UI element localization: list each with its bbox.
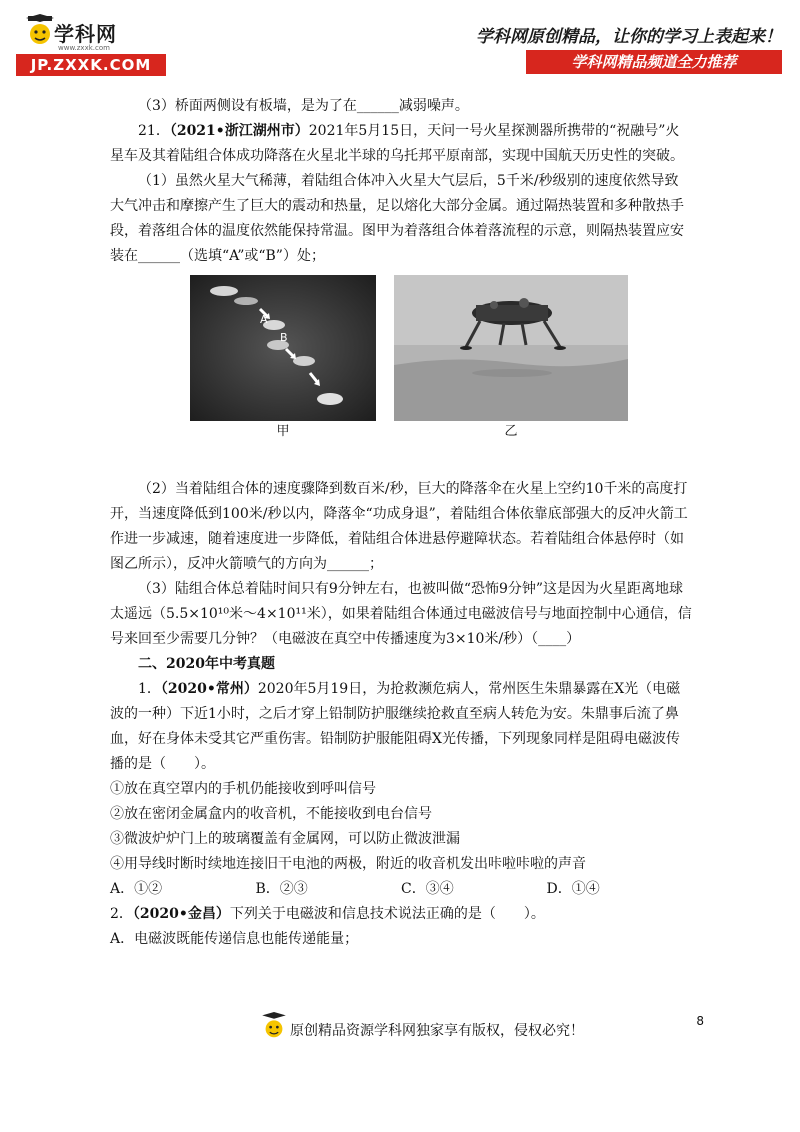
question-source: （2021•浙江湖州市） (169, 123, 309, 139)
question-source: （2020•金昌） (132, 906, 230, 922)
question-2-option-a: A．电磁波既能传递信息也能传递能量； (110, 931, 359, 947)
question-21-intro (110, 119, 692, 169)
question-21-part-3: （3）陆组合体总着陆时间只有9分钟左右，也被叫做“恐怖9分钟”这是因为火星距离地球太遥远（5.5×10¹⁰米～4×10¹¹米），如果着陆组合体通过电磁波信号与地面控制中心通信，信号来回至少需要几分钟？（电磁波在真空中传播速度为3×10米/秒）（____） (110, 581, 692, 647)
question-number: 1． (138, 681, 161, 697)
figures (110, 275, 692, 471)
option-c: C．③④ (401, 881, 454, 897)
page-number: 8 (696, 1014, 704, 1028)
mascot-icon (262, 1012, 286, 1044)
copyright-notice: 原创精品资源学科网独家享有版权，侵权必究！ (290, 1023, 584, 1039)
figure-b (394, 275, 628, 441)
list-item: ④用导线时断时续地连接旧干电池的两极，附近的收音机发出咔啦咔啦的声音 (110, 856, 586, 872)
page-header (0, 0, 800, 80)
question-number: 21． (138, 123, 170, 139)
list-item: ③微波炉炉门上的玻璃覆盖有金属网，可以防止微波泄漏 (110, 831, 460, 847)
figure-b-caption: 乙 (504, 424, 518, 439)
figure-a-caption: 甲 (276, 424, 290, 439)
option-a: A．①② (110, 881, 163, 897)
section-heading: 二、2020年中考真题 (138, 656, 275, 672)
list-item: ②放在密闭金属盒内的收音机，不能接收到电台信号 (110, 806, 432, 822)
question-stem: 2020年5月19日，为抢救濒危病人，常州医生朱鼎暴露在X光（电磁波的一种）下近1小时，之后才穿上铅制防护服继续抢救直至病人转危为安。朱鼎事后流了鼻血，好在身体未受其它严重伤害。铅制防护服能阻碍X光传播，下列现象同样是阻碍电磁波传播的是（ ）。 (110, 681, 681, 772)
logo-subtext: www.zxxk.com (58, 44, 110, 52)
lander-hover-image (394, 275, 628, 421)
label-b: B (280, 331, 288, 344)
question-stem: 下列关于电磁波和信息技术说法正确的是（ ）。 (229, 906, 545, 922)
question-stem: 2021年5月15日，天问一号火星探测器所携带的“祝融号”火星车及其着陆组合体成功降落在火星北半球的乌托邦平原南部，实现中国航天历史性的突破。 (110, 123, 684, 164)
question-21-part-2: （2）当着陆组合体的速度骤降到数百米/秒，巨大的降落伞在火星上空约10千米的高度打开，当速度降低到100米/秒以内，降落伞“功成身退”，着陆组合体依靠底部强大的反冲火箭工作进一步减速，随着速度进一步降低，着陆组合体进悬停避障状态。若着陆组合体悬停时（如图乙所示），反冲火箭喷气的方向为______； (110, 481, 688, 572)
question-1 (110, 677, 692, 777)
question-20-part-3: （3）桥面两侧设有板墙，是为了在______减弱噪声。 (138, 98, 469, 114)
question-number: 2． (110, 906, 133, 922)
page-content (110, 94, 692, 952)
figure-a (190, 275, 376, 441)
option-d: D．①④ (546, 881, 600, 897)
question-source: （2020•常州） (160, 681, 258, 697)
header-banner: 学科网精品频道全力推荐 (526, 50, 782, 74)
question-2 (110, 902, 692, 927)
mascot-icon (26, 14, 54, 52)
logo-text: 学科网 (54, 22, 117, 46)
label-a: A (260, 313, 268, 326)
zxxk-logo (16, 14, 166, 76)
logo-url: JP.ZXXK.COM (16, 54, 166, 76)
landing-sequence-image (190, 275, 376, 421)
question-21-part-1: （1）虽然火星大气稀薄，着陆组合体冲入火星大气层后，5千米/秒级别的速度依然导致大气冲击和摩擦产生了巨大的震动和热量，足以熔化大部分金属。通过隔热装置和多种散热手段，着落组合体的温度依然能保持常温。图甲为着落组合体着落流程的示意，则隔热装置应安装在______（选填“A”或“B”）处； (110, 173, 684, 264)
question-1-options (110, 877, 692, 902)
header-slogan: 学科网原创精品，让你的学习上表起来！ (476, 27, 782, 47)
list-item: ①放在真空罩内的手机仍能接收到呼叫信号 (110, 781, 376, 797)
option-b: B．②③ (255, 881, 308, 897)
